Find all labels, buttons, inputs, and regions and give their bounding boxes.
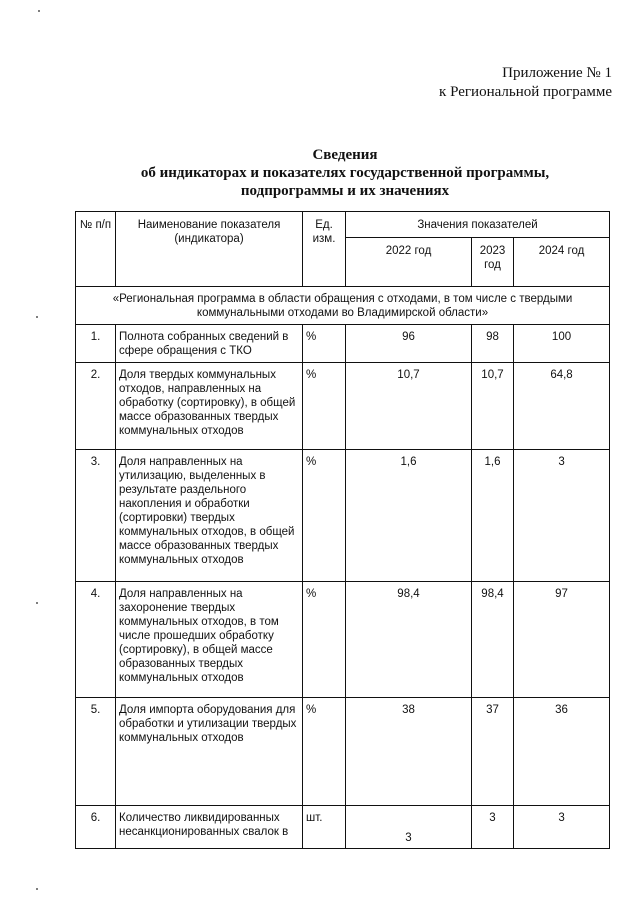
row-unit: шт. xyxy=(303,806,346,849)
appendix-number: Приложение № 1 xyxy=(502,65,612,81)
row-unit: % xyxy=(303,582,346,698)
row-value-2023: 3 xyxy=(472,806,514,849)
row-value-2023: 1,6 xyxy=(472,450,514,582)
header-num: № п/п xyxy=(76,212,116,287)
scan-dot xyxy=(36,316,38,318)
row-num: 6. xyxy=(76,806,116,849)
row-value-2022: 98,4 xyxy=(346,582,472,698)
title-line-2: об индикаторах и показателях государственной программы, xyxy=(140,165,550,181)
row-name: Полнота собранных сведений в сфере обращения с ТКО xyxy=(116,325,303,363)
row-unit: % xyxy=(303,325,346,363)
header-unit: Ед. изм. xyxy=(303,212,346,287)
section-row xyxy=(76,287,610,325)
header-values: Значения показателей xyxy=(346,212,610,238)
document-title xyxy=(90,146,600,200)
scan-dot xyxy=(38,10,40,12)
title-line-3: подпрограммы и их значениях xyxy=(240,183,450,199)
row-num: 1. xyxy=(76,325,116,363)
row-unit: % xyxy=(303,450,346,582)
row-value-2024: 3 xyxy=(514,450,610,582)
row-value-2024: 3 xyxy=(514,806,610,849)
indicators-table xyxy=(75,211,610,849)
row-value-2024: 36 xyxy=(514,698,610,806)
row-name: Доля твердых коммунальных отходов, направленных на обработку (сортировку), в общей массе образованных твердых коммунальных отходов xyxy=(116,363,303,450)
section-title: «Региональная программа в области обращения с отходами, в том числе с твердыми коммунальными отходами во Владимирской области» xyxy=(76,287,610,325)
header-year-2023: 2023 год xyxy=(472,238,514,287)
row-value-2022: 96 xyxy=(346,325,472,363)
row-value-2024: 97 xyxy=(514,582,610,698)
row-num: 3. xyxy=(76,450,116,582)
row-value-2022: 38 xyxy=(346,698,472,806)
row-unit: % xyxy=(303,363,346,450)
table-row xyxy=(76,450,610,582)
header-year-2022: 2022 год xyxy=(346,238,472,287)
scan-dot xyxy=(36,602,38,604)
header-row xyxy=(76,212,610,238)
row-name: Доля импорта оборудования для обработки и утилизации твердых коммунальных отходов xyxy=(116,698,303,806)
row-value-2023: 37 xyxy=(472,698,514,806)
row-value-2023: 98 xyxy=(472,325,514,363)
row-unit: % xyxy=(303,698,346,806)
row-value-2023: 98,4 xyxy=(472,582,514,698)
row-num: 4. xyxy=(76,582,116,698)
row-value-2024: 100 xyxy=(514,325,610,363)
header-year-2024: 2024 год xyxy=(514,238,610,287)
row-num: 2. xyxy=(76,363,116,450)
row-value-2024: 64,8 xyxy=(514,363,610,450)
appendix-reference: к Региональной программе xyxy=(439,84,612,100)
row-value-2022: 1,6 xyxy=(346,450,472,582)
row-value-2022: 3 xyxy=(346,806,472,849)
row-num: 5. xyxy=(76,698,116,806)
row-value-2023: 10,7 xyxy=(472,363,514,450)
table-row xyxy=(76,806,610,849)
table-row xyxy=(76,363,610,450)
table-row xyxy=(76,698,610,806)
row-name: Доля направленных на утилизацию, выделенных в результате раздельного накопления и обработки (сортировки) твердых коммунальных отходов, в общей массе образованных твердых коммунальных отходов xyxy=(116,450,303,582)
row-name: Доля направленных на захоронение твердых коммунальных отходов, в том числе прошедших обработку (сортировку), в общей массе образованных твердых коммунальных отходов xyxy=(116,582,303,698)
title-line-1: Сведения xyxy=(312,147,378,163)
row-value-2022: 10,7 xyxy=(346,363,472,450)
table-row xyxy=(76,325,610,363)
table-row xyxy=(76,582,610,698)
appendix-note xyxy=(439,64,612,102)
header-name: Наименование показателя (индикатора) xyxy=(116,212,303,287)
scan-dot xyxy=(36,888,38,890)
row-name: Количество ликвидированных несанкционированных свалок в xyxy=(116,806,303,849)
